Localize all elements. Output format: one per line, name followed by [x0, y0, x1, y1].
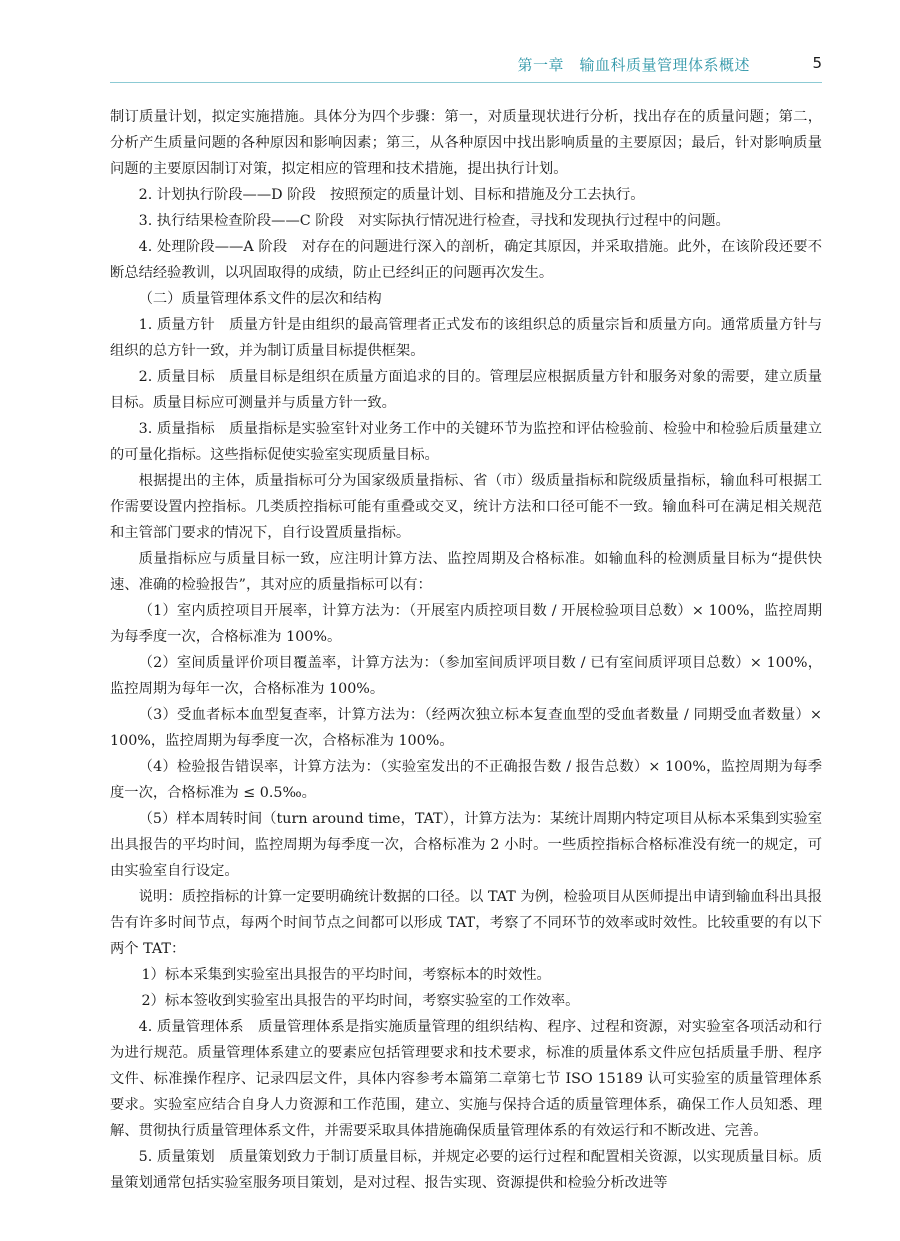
paragraph: 质量指标应与质量目标一致，应注明计算方法、监控周期及合格标准。如输血科的检测质量目标为“提供快速、准确的检验报告”，其对应的质量指标可以有：: [110, 551, 822, 593]
list-item: （1）室内质控项目开展率，计算方法为：（开展室内质控项目数 / 开展检验项目总数）× 100%，监控周期为每季度一次，合格标准为 100%。: [110, 603, 822, 645]
paragraph: 2. 质量目标 质量目标是组织在质量方面追求的目的。管理层应根据质量方针和服务对象的需要，建立质量目标。质量目标应可测量并与质量方针一致。: [110, 369, 822, 411]
chapter-title: 第一章 输血科质量管理体系概述: [517, 56, 750, 74]
list-item: （2）室间质量评价项目覆盖率，计算方法为：（参加室间质评项目数 / 已有室间质评项目总数）× 100%，监控周期为每年一次，合格标准为 100%。: [110, 655, 822, 697]
section-heading: （二）质量管理体系文件的层次和结构: [138, 291, 382, 307]
paragraph: 1. 质量方针 质量方针是由组织的最高管理者正式发布的该组织总的质量宗旨和质量方向。通常质量方针与组织的总方针一致，并为制订质量目标提供框架。: [110, 317, 822, 359]
paragraph: 说明：质控指标的计算一定要明确统计数据的口径。以 TAT 为例，检验项目从医师提出申请到输血科出具报告有许多时间节点，每两个时间节点之间都可以形成 TAT，考察了不同环节的效率或时效性。比较重要的有以下两个 TAT：: [110, 889, 822, 957]
list-item: （3）受血者标本血型复查率，计算方法为：（经两次独立标本复查血型的受血者数量 / 同期受血者数量）× 100%，监控周期为每季度一次，合格标准为 100%。: [110, 707, 822, 749]
header-rule: [110, 82, 822, 83]
running-header: [0, 52, 900, 80]
list-item: 2）标本签收到实验室出具报告的平均时间，考察实验室的工作效率。: [141, 993, 580, 1009]
paragraph: 2. 计划执行阶段——D 阶段 按照预定的质量计划、目标和措施及分工去执行。: [138, 187, 645, 203]
paragraph: 5. 质量策划 质量策划致力于制订质量目标，并规定必要的运行过程和配置相关资源，以实现质量目标。质量策划通常包括实验室服务项目策划，是对过程、报告实现、资源提供和检验分析改进等: [110, 1149, 822, 1191]
page-number: 5: [812, 54, 822, 72]
list-item: （4）检验报告错误率，计算方法为：（实验室发出的不正确报告数 / 报告总数）× 100%，监控周期为每季度一次，合格标准为 ≤ 0.5‰。: [110, 759, 822, 801]
paragraph: 3. 质量指标 质量指标是实验室针对业务工作中的关键环节为监控和评估检验前、检验中和检验后质量建立的可量化指标。这些指标促使实验室实现质量目标。: [110, 421, 822, 463]
paragraph: 根据提出的主体，质量指标可分为国家级质量指标、省（市）级质量指标和院级质量指标，输血科可根据工作需要设置内控指标。几类质控指标可能有重叠或交叉，统计方法和口径可能不一致。输血科可在满足相关规范和主管部门要求的情况下，自行设置质量指标。: [110, 473, 822, 541]
body-text: [110, 104, 822, 1196]
paragraph: 3. 执行结果检查阶段——C 阶段 对实际执行情况进行检查，寻找和发现执行过程中的问题。: [138, 213, 730, 229]
list-item: 1）标本采集到实验室出具报告的平均时间，考察标本的时效性。: [141, 967, 551, 983]
list-item: （5）样本周转时间（turn around time，TAT），计算方法为：某统计周期内特定项目从标本采集到实验室出具报告的平均时间，监控周期为每季度一次，合格标准为 2 小时。一些质控指标合格标准没有统一的规定，可由实验室自行设定。: [110, 811, 822, 879]
paragraph: 制订质量计划，拟定实施措施。具体分为四个步骤：第一，对质量现状进行分析，找出存在的质量问题；第二，分析产生质量问题的各种原因和影响因素；第三，从各种原因中找出影响质量的主要原因；最后，针对影响质量问题的主要原因制订对策，拟定相应的管理和技术措施，提出执行计划。: [110, 109, 822, 177]
paragraph: 4. 质量管理体系 质量管理体系是指实施质量管理的组织结构、程序、过程和资源，对实验室各项活动和行为进行规范。质量管理体系建立的要素应包括管理要求和技术要求，标准的质量体系文件应包括质量手册、程序文件、标准操作程序、记录四层文件，具体内容参考本篇第二章第七节 ISO 15189 认可实验室的质量管理体系要求。实验室应结合自身人力资源和工作范围，建立、实施与保持合适的质量管理体系，确保工作人员知悉、理解、贯彻执行质量管理体系文件，并需要采取具体措施确保质量管理体系的有效运行和不断改进、完善。: [110, 1019, 822, 1139]
paragraph: 4. 处理阶段——A 阶段 对存在的问题进行深入的剖析，确定其原因，并采取措施。此外，在该阶段还要不断总结经验教训，以巩固取得的成绩，防止已经纠正的问题再次发生。: [110, 239, 822, 281]
